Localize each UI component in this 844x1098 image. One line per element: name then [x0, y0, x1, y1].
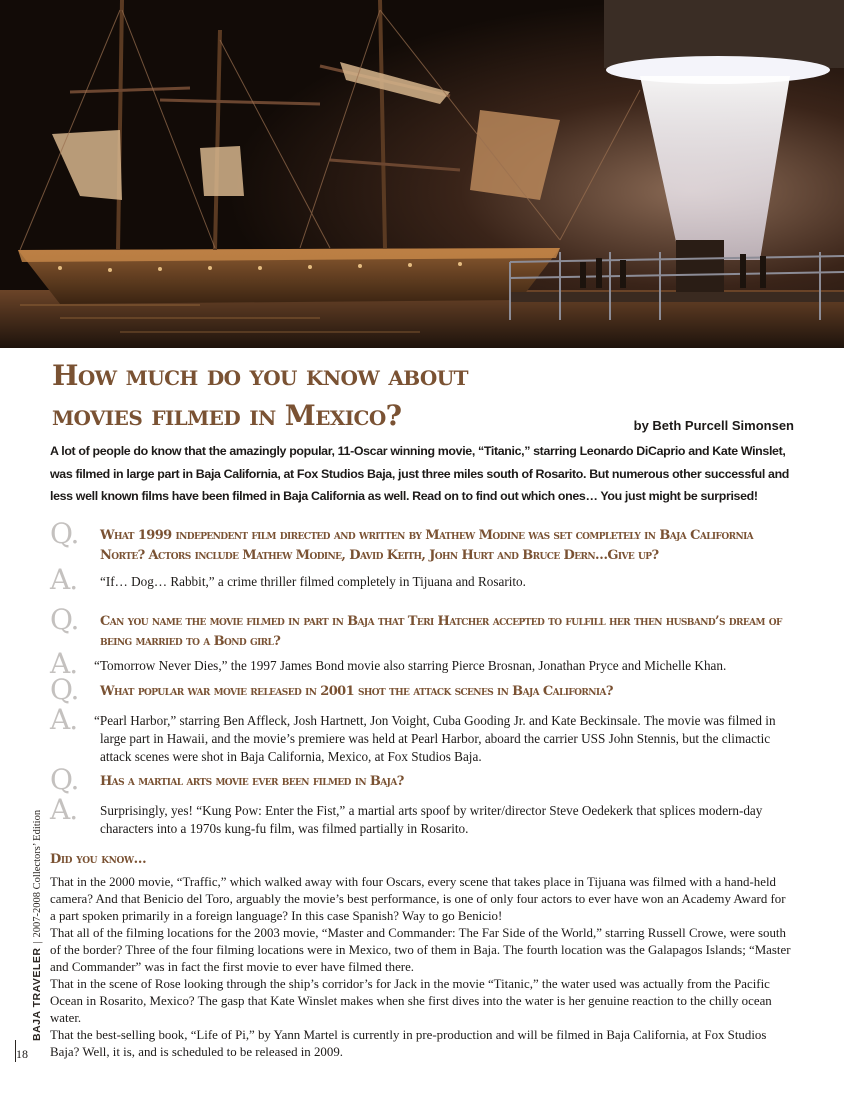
did-you-know-body	[50, 874, 794, 1061]
answer-marker: A.	[50, 703, 78, 736]
publication-sidebar	[31, 810, 43, 1041]
answer-3: “Pearl Harbor,” starring Ben Affleck, Josh Hartnett, Jon Voight, Cuba Gooding Jr. and Kate Beckinsale. The movie was filmed in large part in Hawaii, and the movie’s premiere was held at Pearl Harbor, aboard the carrier USS John Stennis, but the climactic attack scenes were shot in Baja California, Mexico, at Fox Studios Baja.	[94, 713, 776, 764]
question-3: What popular war movie released in 2001 shot the attack scenes in Baja California?	[100, 684, 613, 699]
title-line-1: How much do you know about	[52, 359, 468, 392]
intro-paragraph: A lot of people do know that the amazingly popular, 11-Oscar winning movie, “Titanic,” starring Leonardo DiCaprio and Kate Winslet, was filmed in large part in Baja California, at Fox Studios Baja, just three miles south of Rosarito. But numerous other successful and less well known films have been filmed in Baja California as well. Read on to find out which ones… You just might be surprised!	[50, 444, 790, 503]
question-1: What 1999 independent film directed and written by Mathew Modine was set completely in Baja California Norte? Actors include Mathew Modine, David Keith, John Hurt and Bruce Dern…Give up?	[100, 528, 754, 563]
publication-name: BAJA TRAVELER	[31, 947, 43, 1041]
edition-label: 2007-2008 Collectors’ Edition	[32, 809, 43, 938]
answer-marker: A.	[50, 793, 78, 826]
byline: by Beth Purcell Simonsen	[633, 418, 794, 433]
question-marker: Q.	[50, 517, 79, 550]
answer-marker: A.	[50, 647, 78, 680]
answer-4: Surprisingly, yes! “Kung Pow: Enter the Fist,” a martial arts spoof by writer/director Steve Oedekerk that splices modern-day characters into a 1970s kung-fu film, was filmed partially in Rosarito.	[100, 803, 763, 836]
fact-paragraph: That in the scene of Rose looking through the ship’s corridor’s for Jack in the movie “Titanic,” the water used was actually from the Pacific Ocean in Rosarito, Mexico? The gasp that Kate Winslet makes when she first dives into the water is her genuine reaction to the chilly ocean water.	[50, 977, 772, 1025]
answer-2: “Tomorrow Never Dies,” the 1997 James Bond movie also starring Pierce Brosnan, Jonathan Pryce and Michelle Khan.	[94, 658, 727, 673]
fact-paragraph: That all of the filming locations for the 2003 movie, “Master and Commander: The Far Side of the World,” starring Russell Crowe, were south of the border? Three of the four filming locations were in Mexico, two of them in Baja. The fourth location was the Galapagos Islands; “Master and Commander” was in fact the first movie to ever have filmed there.	[50, 926, 791, 974]
question-4: Has a martial arts movie ever been filmed in Baja?	[100, 774, 404, 789]
fact-paragraph: That in the 2000 movie, “Traffic,” which walked away with four Oscars, every scene that takes place in Tijuana was filmed with a hand-held camera? And that Benicio del Toro, arguably the movie’s best performance, is one of only four actors to ever have won an Academy Award for a part spoken primarily in a foreign language? In this case Spanish? Way to go Benicio!	[50, 875, 786, 923]
answer-1: “If… Dog… Rabbit,” a crime thriller filmed completely in Tijuana and Rosarito.	[100, 574, 526, 589]
question-2: Can you name the movie filmed in part in Baja that Teri Hatcher accepted to fulfill her then husband’s dream of being married to a Bond girl?	[100, 614, 782, 649]
answer-marker: A.	[50, 563, 78, 596]
fact-paragraph: That the best-selling book, “Life of Pi,” by Yann Martel is currently in pre-production and will be filmed in Baja California, at Fox Studios Baja? Well, it is, and is scheduled to be released in 2009.	[50, 1028, 767, 1059]
page-number: 18	[16, 1047, 28, 1061]
separator: |	[32, 941, 43, 944]
question-marker: Q.	[50, 673, 79, 706]
article-title	[52, 356, 468, 436]
question-marker: Q.	[50, 763, 79, 796]
question-marker: Q.	[50, 603, 79, 636]
film-set-illustration	[0, 0, 844, 348]
did-you-know-heading: Did you know…	[50, 852, 147, 867]
title-line-2: movies filmed in Mexico?	[52, 399, 402, 432]
hero-photo	[0, 0, 844, 348]
